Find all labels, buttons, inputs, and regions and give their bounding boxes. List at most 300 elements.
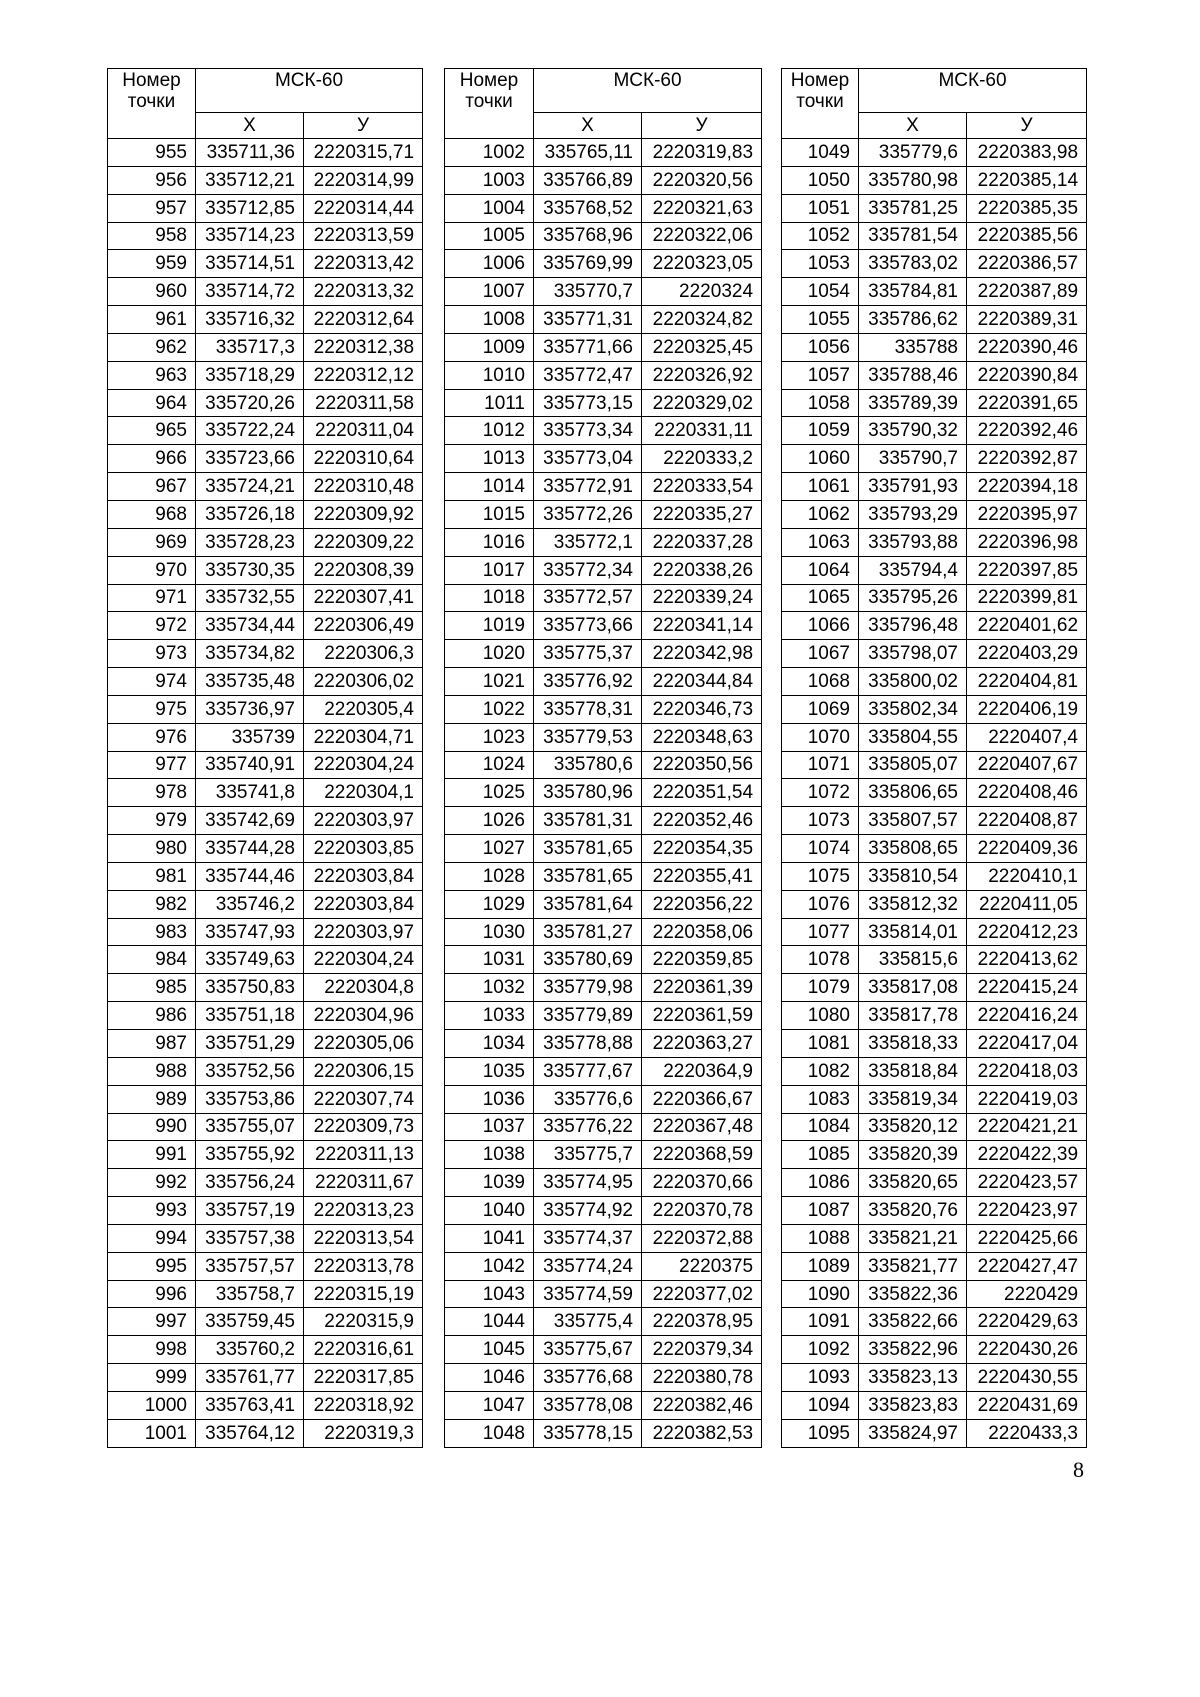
table-row — [108, 779, 423, 807]
y-coordinate-cell: 2220307,41 — [304, 584, 423, 612]
table-row — [445, 556, 762, 584]
table-row — [445, 1308, 762, 1336]
point-number-cell: 1057 — [782, 361, 859, 389]
point-number-cell: 1086 — [782, 1169, 859, 1197]
coordinates-table-1 — [107, 68, 423, 1448]
table-row — [108, 974, 423, 1002]
table-row — [782, 612, 1087, 640]
point-number-cell: 1095 — [782, 1419, 859, 1447]
point-number-cell: 1023 — [445, 723, 534, 751]
point-number-cell: 969 — [108, 528, 196, 556]
table-row — [445, 1252, 762, 1280]
y-coordinate-cell: 2220429 — [967, 1280, 1087, 1308]
x-coordinate-cell: 335747,93 — [196, 918, 304, 946]
table-row — [782, 723, 1087, 751]
y-coordinate-cell: 2220399,81 — [967, 584, 1087, 612]
x-coordinate-cell: 335764,12 — [196, 1419, 304, 1447]
table-row — [782, 166, 1087, 194]
y-coordinate-cell: 2220355,41 — [642, 862, 762, 890]
point-number-cell: 957 — [108, 194, 196, 222]
x-coordinate-cell: 335808,65 — [859, 835, 967, 863]
point-number-cell: 1078 — [782, 946, 859, 974]
point-number-cell: 1058 — [782, 389, 859, 417]
table-row — [445, 1057, 762, 1085]
table-row — [782, 1336, 1087, 1364]
point-number-cell: 1085 — [782, 1141, 859, 1169]
point-number-cell: 1044 — [445, 1308, 534, 1336]
y-coordinate-cell: 2220309,92 — [304, 500, 423, 528]
y-coordinate-cell: 2220378,95 — [642, 1308, 762, 1336]
point-number-cell: 1036 — [445, 1085, 534, 1113]
y-coordinate-cell: 2220312,38 — [304, 333, 423, 361]
table-row — [445, 974, 762, 1002]
point-number-cell: 1054 — [782, 278, 859, 306]
x-coordinate-cell: 335781,31 — [534, 807, 642, 835]
point-number-cell: 1082 — [782, 1057, 859, 1085]
point-number-cell: 1093 — [782, 1364, 859, 1392]
y-coordinate-cell: 2220303,84 — [304, 890, 423, 918]
y-coordinate-cell: 2220304,24 — [304, 946, 423, 974]
x-coordinate-cell: 335818,84 — [859, 1057, 967, 1085]
table-row — [445, 1364, 762, 1392]
y-coordinate-cell: 2220377,02 — [642, 1280, 762, 1308]
y-coordinate-cell: 2220408,46 — [967, 779, 1087, 807]
y-coordinate-cell: 2220418,03 — [967, 1057, 1087, 1085]
point-number-cell: 1063 — [782, 528, 859, 556]
x-coordinate-cell: 335788 — [859, 333, 967, 361]
point-number-cell: 967 — [108, 473, 196, 501]
x-coordinate-cell: 335712,21 — [196, 166, 304, 194]
table-row — [108, 1391, 423, 1419]
y-column-header: У — [304, 113, 423, 139]
y-coordinate-cell: 2220313,23 — [304, 1197, 423, 1225]
x-coordinate-cell: 335823,83 — [859, 1391, 967, 1419]
y-coordinate-cell: 2220303,85 — [304, 835, 423, 863]
point-number-cell: 1088 — [782, 1224, 859, 1252]
y-coordinate-cell: 2220354,35 — [642, 835, 762, 863]
table-row — [445, 473, 762, 501]
table-row — [782, 1364, 1087, 1392]
table-row — [445, 751, 762, 779]
x-coordinate-cell: 335793,29 — [859, 500, 967, 528]
y-coordinate-cell: 2220333,2 — [642, 445, 762, 473]
y-coordinate-cell: 2220392,46 — [967, 417, 1087, 445]
x-coordinate-cell: 335773,15 — [534, 389, 642, 417]
y-coordinate-cell: 2220337,28 — [642, 528, 762, 556]
table-row — [445, 528, 762, 556]
y-coordinate-cell: 2220427,47 — [967, 1252, 1087, 1280]
table-row — [445, 445, 762, 473]
y-coordinate-cell: 2220310,64 — [304, 445, 423, 473]
point-number-cell: 1076 — [782, 890, 859, 918]
x-coordinate-cell: 335768,52 — [534, 194, 642, 222]
x-coordinate-cell: 335778,15 — [534, 1419, 642, 1447]
point-number-cell: 1091 — [782, 1308, 859, 1336]
table-row — [108, 890, 423, 918]
table-row — [108, 1308, 423, 1336]
x-coordinate-cell: 335804,55 — [859, 723, 967, 751]
x-coordinate-cell: 335783,02 — [859, 250, 967, 278]
x-coordinate-cell: 335780,98 — [859, 166, 967, 194]
point-number-cell: 955 — [108, 139, 196, 167]
x-coordinate-cell: 335805,07 — [859, 751, 967, 779]
point-number-cell: 973 — [108, 640, 196, 668]
header-row — [782, 69, 1087, 113]
table-row — [108, 473, 423, 501]
table-header — [445, 69, 762, 139]
table-row — [108, 445, 423, 473]
x-coordinate-cell: 335778,88 — [534, 1030, 642, 1058]
x-coordinate-cell: 335822,96 — [859, 1336, 967, 1364]
x-coordinate-cell: 335798,07 — [859, 640, 967, 668]
y-coordinate-cell: 2220333,54 — [642, 473, 762, 501]
table-row — [782, 556, 1087, 584]
table-row — [782, 473, 1087, 501]
y-coordinate-cell: 2220304,24 — [304, 751, 423, 779]
table-row — [782, 584, 1087, 612]
x-coordinate-cell: 335776,6 — [534, 1085, 642, 1113]
point-number-cell: 1094 — [782, 1391, 859, 1419]
point-number-cell: 993 — [108, 1197, 196, 1225]
point-number-cell: 1005 — [445, 222, 534, 250]
table-row — [782, 1002, 1087, 1030]
y-coordinate-cell: 2220401,62 — [967, 612, 1087, 640]
table-row — [108, 835, 423, 863]
point-number-cell: 998 — [108, 1336, 196, 1364]
y-coordinate-cell: 2220359,85 — [642, 946, 762, 974]
y-coordinate-cell: 2220321,63 — [642, 194, 762, 222]
y-coordinate-cell: 2220315,9 — [304, 1308, 423, 1336]
y-coordinate-cell: 2220363,27 — [642, 1030, 762, 1058]
y-coordinate-cell: 2220305,06 — [304, 1030, 423, 1058]
point-number-cell: 976 — [108, 723, 196, 751]
table-row — [108, 417, 423, 445]
point-number-cell: 1034 — [445, 1030, 534, 1058]
table-row — [782, 807, 1087, 835]
y-coordinate-cell: 2220404,81 — [967, 668, 1087, 696]
point-number-cell: 1031 — [445, 946, 534, 974]
y-coordinate-cell: 2220314,44 — [304, 194, 423, 222]
y-coordinate-cell: 2220423,57 — [967, 1169, 1087, 1197]
x-coordinate-cell: 335768,96 — [534, 222, 642, 250]
x-coordinate-cell: 335781,54 — [859, 222, 967, 250]
x-coordinate-cell: 335779,53 — [534, 723, 642, 751]
table-row — [445, 1113, 762, 1141]
table-row — [108, 1141, 423, 1169]
y-coordinate-cell: 2220394,18 — [967, 473, 1087, 501]
x-coordinate-cell: 335795,26 — [859, 584, 967, 612]
point-number-cell: 1027 — [445, 835, 534, 863]
x-coordinate-cell: 335763,41 — [196, 1391, 304, 1419]
table-body — [445, 139, 762, 1448]
y-coordinate-cell: 2220339,24 — [642, 584, 762, 612]
point-number-cell: 1039 — [445, 1169, 534, 1197]
x-coordinate-cell: 335728,23 — [196, 528, 304, 556]
table-row — [782, 862, 1087, 890]
page-number: 8 — [1073, 1457, 1084, 1482]
y-coordinate-cell: 2220304,1 — [304, 779, 423, 807]
point-number-cell: 990 — [108, 1113, 196, 1141]
x-coordinate-cell: 335749,63 — [196, 946, 304, 974]
x-coordinate-cell: 335742,69 — [196, 807, 304, 835]
point-number-cell: 1052 — [782, 222, 859, 250]
y-coordinate-cell: 2220433,3 — [967, 1419, 1087, 1447]
y-coordinate-cell: 2220430,55 — [967, 1364, 1087, 1392]
point-number-header-label: Номер точки — [122, 70, 181, 112]
table-row — [782, 1141, 1087, 1169]
x-coordinate-cell: 335736,97 — [196, 695, 304, 723]
table-row — [782, 640, 1087, 668]
table-row — [108, 1197, 423, 1225]
table-row — [445, 139, 762, 167]
x-coordinate-cell: 335771,31 — [534, 306, 642, 334]
x-coordinate-cell: 335757,38 — [196, 1224, 304, 1252]
y-coordinate-cell: 2220416,24 — [967, 1002, 1087, 1030]
point-number-cell: 1089 — [782, 1252, 859, 1280]
x-coordinate-cell: 335777,67 — [534, 1057, 642, 1085]
table-row — [445, 640, 762, 668]
x-coordinate-cell: 335776,92 — [534, 668, 642, 696]
y-coordinate-cell: 2220382,53 — [642, 1419, 762, 1447]
x-coordinate-cell: 335821,77 — [859, 1252, 967, 1280]
table-row — [782, 835, 1087, 863]
y-column-header: У — [642, 113, 762, 139]
y-coordinate-cell: 2220358,06 — [642, 918, 762, 946]
x-coordinate-cell: 335786,62 — [859, 306, 967, 334]
x-coordinate-cell: 335770,7 — [534, 278, 642, 306]
y-coordinate-cell: 2220313,59 — [304, 222, 423, 250]
x-coordinate-cell: 335752,56 — [196, 1057, 304, 1085]
x-coordinate-cell: 335822,66 — [859, 1308, 967, 1336]
y-coordinate-cell: 2220419,03 — [967, 1085, 1087, 1113]
y-coordinate-cell: 2220342,98 — [642, 640, 762, 668]
point-number-cell: 1049 — [782, 139, 859, 167]
table-row — [445, 194, 762, 222]
y-coordinate-cell: 2220408,87 — [967, 807, 1087, 835]
table-row — [108, 695, 423, 723]
x-coordinate-cell: 335773,66 — [534, 612, 642, 640]
point-number-cell: 1030 — [445, 918, 534, 946]
table-row — [108, 528, 423, 556]
y-coordinate-cell: 2220430,26 — [967, 1336, 1087, 1364]
table-row — [108, 946, 423, 974]
x-coordinate-cell: 335780,6 — [534, 751, 642, 779]
table-row — [108, 556, 423, 584]
point-number-cell: 1017 — [445, 556, 534, 584]
y-coordinate-cell: 2220323,05 — [642, 250, 762, 278]
table-row — [782, 1057, 1087, 1085]
x-coordinate-cell: 335746,2 — [196, 890, 304, 918]
x-coordinate-cell: 335779,6 — [859, 139, 967, 167]
point-number-cell: 982 — [108, 890, 196, 918]
table-row — [445, 389, 762, 417]
table-row — [782, 1391, 1087, 1419]
point-number-cell: 1004 — [445, 194, 534, 222]
table-row — [445, 250, 762, 278]
y-coordinate-cell: 2220313,42 — [304, 250, 423, 278]
x-coordinate-cell: 335820,39 — [859, 1141, 967, 1169]
table-row — [108, 139, 423, 167]
table-row — [445, 500, 762, 528]
point-number-cell: 1022 — [445, 695, 534, 723]
y-coordinate-cell: 2220311,58 — [304, 389, 423, 417]
table-row — [445, 1085, 762, 1113]
y-coordinate-cell: 2220310,48 — [304, 473, 423, 501]
table-row — [782, 1419, 1087, 1447]
table-row — [445, 166, 762, 194]
table-row — [108, 1364, 423, 1392]
table-row — [782, 361, 1087, 389]
y-coordinate-cell: 2220312,64 — [304, 306, 423, 334]
y-coordinate-cell: 2220395,97 — [967, 500, 1087, 528]
y-coordinate-cell: 2220322,06 — [642, 222, 762, 250]
y-coordinate-cell: 2220307,74 — [304, 1085, 423, 1113]
x-coordinate-cell: 335722,24 — [196, 417, 304, 445]
y-coordinate-cell: 2220314,99 — [304, 166, 423, 194]
point-number-cell: 1055 — [782, 306, 859, 334]
x-coordinate-cell: 335790,7 — [859, 445, 967, 473]
x-coordinate-cell: 335734,82 — [196, 640, 304, 668]
table-row — [445, 946, 762, 974]
x-coordinate-cell: 335744,28 — [196, 835, 304, 863]
point-number-cell: 1041 — [445, 1224, 534, 1252]
x-coordinate-cell: 335761,77 — [196, 1364, 304, 1392]
table-row — [445, 361, 762, 389]
table-row — [782, 974, 1087, 1002]
y-coordinate-cell: 2220331,11 — [642, 417, 762, 445]
table-row — [108, 194, 423, 222]
point-number-cell: 994 — [108, 1224, 196, 1252]
point-number-cell: 1010 — [445, 361, 534, 389]
table-row — [445, 278, 762, 306]
y-coordinate-cell: 2220306,02 — [304, 668, 423, 696]
point-number-cell: 1040 — [445, 1197, 534, 1225]
point-number-header — [108, 69, 196, 139]
table-row — [108, 1419, 423, 1447]
point-number-cell: 1018 — [445, 584, 534, 612]
y-coordinate-cell: 2220315,71 — [304, 139, 423, 167]
table-row — [782, 890, 1087, 918]
table-row — [782, 1308, 1087, 1336]
point-number-cell: 1046 — [445, 1364, 534, 1392]
point-number-cell: 1068 — [782, 668, 859, 696]
table-row — [108, 1113, 423, 1141]
point-number-cell: 1007 — [445, 278, 534, 306]
point-number-cell: 996 — [108, 1280, 196, 1308]
point-number-cell: 1020 — [445, 640, 534, 668]
x-coordinate-cell: 335734,44 — [196, 612, 304, 640]
y-coordinate-cell: 2220312,12 — [304, 361, 423, 389]
point-number-cell: 1032 — [445, 974, 534, 1002]
y-coordinate-cell: 2220320,56 — [642, 166, 762, 194]
x-coordinate-cell: 335823,13 — [859, 1364, 967, 1392]
table-row — [782, 1224, 1087, 1252]
table-row — [782, 1280, 1087, 1308]
table-row — [445, 1336, 762, 1364]
table-row — [445, 723, 762, 751]
point-number-cell: 958 — [108, 222, 196, 250]
x-coordinate-cell: 335824,97 — [859, 1419, 967, 1447]
y-coordinate-cell: 2220368,59 — [642, 1141, 762, 1169]
x-coordinate-cell: 335741,8 — [196, 779, 304, 807]
y-coordinate-cell: 2220313,32 — [304, 278, 423, 306]
point-number-cell: 1064 — [782, 556, 859, 584]
x-coordinate-cell: 335776,22 — [534, 1113, 642, 1141]
point-number-cell: 1062 — [782, 500, 859, 528]
y-coordinate-cell: 2220329,02 — [642, 389, 762, 417]
table-row — [445, 333, 762, 361]
y-coordinate-cell: 2220407,4 — [967, 723, 1087, 751]
point-number-cell: 972 — [108, 612, 196, 640]
point-number-cell: 1053 — [782, 250, 859, 278]
y-coordinate-cell: 2220370,66 — [642, 1169, 762, 1197]
point-number-cell: 1009 — [445, 333, 534, 361]
table-row — [108, 640, 423, 668]
x-coordinate-cell: 335793,88 — [859, 528, 967, 556]
point-number-cell: 1092 — [782, 1336, 859, 1364]
y-coordinate-cell: 2220385,56 — [967, 222, 1087, 250]
x-coordinate-cell: 335769,99 — [534, 250, 642, 278]
y-coordinate-cell: 2220319,3 — [304, 1419, 423, 1447]
point-number-cell: 1080 — [782, 1002, 859, 1030]
x-column-header: Х — [534, 113, 642, 139]
table-row — [782, 779, 1087, 807]
y-coordinate-cell: 2220356,22 — [642, 890, 762, 918]
y-coordinate-cell: 2220385,14 — [967, 166, 1087, 194]
y-coordinate-cell: 2220306,3 — [304, 640, 423, 668]
y-coordinate-cell: 2220346,73 — [642, 695, 762, 723]
x-coordinate-cell: 335732,55 — [196, 584, 304, 612]
point-number-cell: 1002 — [445, 139, 534, 167]
table-row — [108, 500, 423, 528]
x-coordinate-cell: 335772,34 — [534, 556, 642, 584]
y-coordinate-cell: 2220396,98 — [967, 528, 1087, 556]
point-number-header — [782, 69, 859, 139]
point-number-cell: 980 — [108, 835, 196, 863]
table-row — [445, 612, 762, 640]
x-coordinate-cell: 335716,32 — [196, 306, 304, 334]
x-coordinate-cell: 335819,34 — [859, 1085, 967, 1113]
y-coordinate-cell: 2220413,62 — [967, 946, 1087, 974]
point-number-cell: 1056 — [782, 333, 859, 361]
point-number-cell: 964 — [108, 389, 196, 417]
table-row — [108, 1002, 423, 1030]
point-number-cell: 979 — [108, 807, 196, 835]
y-coordinate-cell: 2220304,71 — [304, 723, 423, 751]
point-number-cell: 1067 — [782, 640, 859, 668]
table-row — [445, 417, 762, 445]
table-body — [108, 139, 423, 1448]
x-coordinate-cell: 335714,51 — [196, 250, 304, 278]
coordinates-table-3 — [781, 68, 1087, 1448]
x-coordinate-cell: 335718,29 — [196, 361, 304, 389]
point-number-cell: 1047 — [445, 1391, 534, 1419]
y-coordinate-cell: 2220324 — [642, 278, 762, 306]
table-row — [782, 333, 1087, 361]
point-number-cell: 1073 — [782, 807, 859, 835]
point-number-cell: 1015 — [445, 500, 534, 528]
y-coordinate-cell: 2220303,84 — [304, 862, 423, 890]
y-coordinate-cell: 2220313,78 — [304, 1252, 423, 1280]
y-coordinate-cell: 2220311,04 — [304, 417, 423, 445]
y-coordinate-cell: 2220308,39 — [304, 556, 423, 584]
x-coordinate-cell: 335755,92 — [196, 1141, 304, 1169]
x-coordinate-cell: 335751,18 — [196, 1002, 304, 1030]
coordinate-system-header: МСК-60 — [859, 69, 1087, 113]
table-row — [445, 222, 762, 250]
table-row — [108, 278, 423, 306]
x-coordinate-cell: 335781,64 — [534, 890, 642, 918]
